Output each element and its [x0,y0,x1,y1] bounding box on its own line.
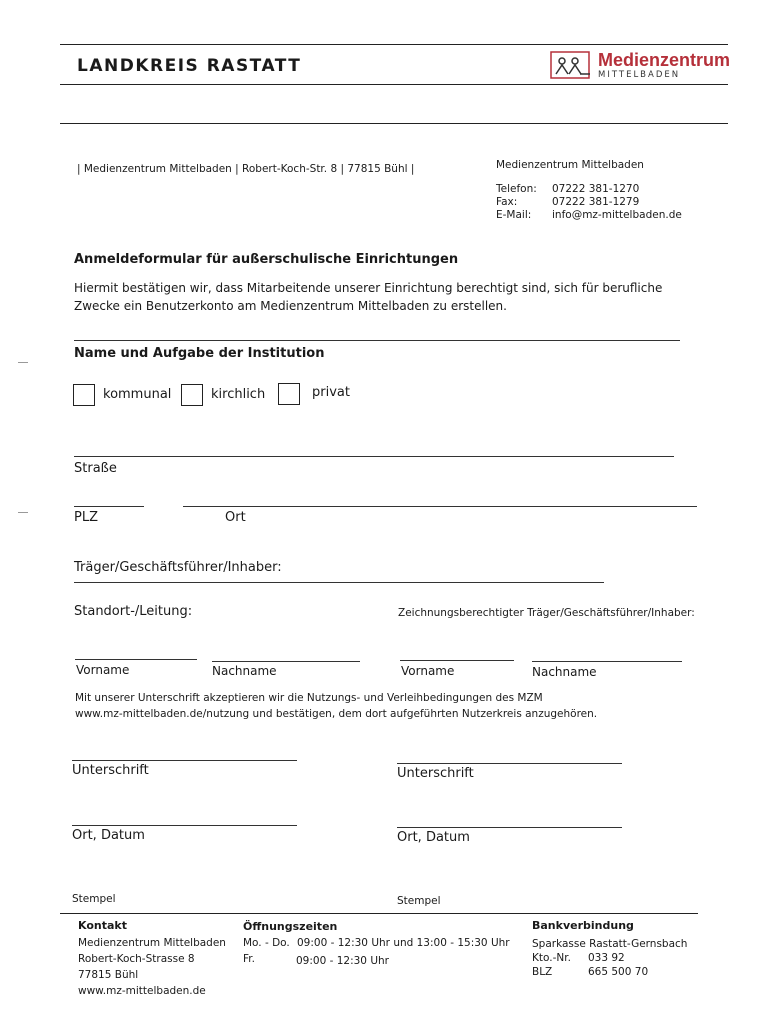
institution-name-field[interactable] [74,340,680,341]
contact-phone-value: 07222 381-1270 [552,183,640,195]
traeger-field[interactable] [74,582,604,583]
stamp-left-label: Stempel [72,893,116,905]
checkbox-kirchlich[interactable] [181,384,203,406]
footer-kontakt-line: Robert-Koch-Strasse 8 [78,953,195,965]
checkbox-privat[interactable] [278,383,300,405]
sender-address-line: | Medienzentrum Mittelbaden | Robert-Koch-Str. 8 | 77815 Bühl | [77,163,415,175]
margin-mark [18,512,28,513]
stamp-right-label: Stempel [397,895,441,907]
ort-label: Ort [225,510,246,525]
street-label: Straße [74,461,117,476]
place-date-left-label: Ort, Datum [72,828,145,843]
checkbox-privat-label: privat [312,385,350,400]
plz-label: PLZ [74,510,98,525]
standort-vorname-label: Vorname [76,663,130,677]
place-date-right-label: Ort, Datum [397,830,470,845]
footer-blz-value: 665 500 70 [588,966,649,978]
standort-nachname-label: Nachname [212,664,277,678]
traeger-label: Träger/Geschäftsführer/Inhaber: [74,560,282,575]
zeichnung-nachname-field[interactable] [532,661,682,662]
street-field[interactable] [74,456,674,457]
terms-line-2: www.mz-mittelbaden.de/nutzung und bestätigen, dem dort aufgeführten Nutzerkreis anzugehören. [75,708,598,720]
plz-field[interactable] [74,506,144,507]
contact-email-label: E-Mail: [496,209,532,221]
footer-kontakt-line: 77815 Bühl [78,969,139,981]
contact-fax-value: 07222 381-1279 [552,196,640,208]
checkbox-kommunal-label: kommunal [103,387,172,402]
contact-fax-label: Fax: [496,196,518,208]
footer-kto-value: 033 92 [588,952,625,964]
footer-hours-time-1: 09:00 - 12:30 Uhr und 13:00 - 15:30 Uhr [297,937,510,949]
footer-blz-label: BLZ [532,966,553,978]
signature-right-label: Unterschrift [397,766,474,781]
intro-line-1: Hiermit bestätigen wir, dass Mitarbeitende unserer Einrichtung berechtigt sind, sich für berufliche [74,281,663,295]
zeichnung-label: Zeichnungsberechtigter Träger/Geschäftsführer/Inhaber: [398,607,695,619]
footer-rule [60,913,698,914]
footer-bank-name: Sparkasse Rastatt-Gernsbach [532,938,688,950]
people-logo-icon [550,50,594,80]
zeichnung-nachname-label: Nachname [532,665,597,679]
signature-left-label: Unterschrift [72,763,149,778]
contact-phone-label: Telefon: [496,183,537,195]
terms-line-1: Mit unserer Unterschrift akzeptieren wir die Nutzungs- und Verleihbedingungen des MZM [75,692,543,704]
institution-heading: Name und Aufgabe der Institution [74,346,325,361]
footer-kontakt-heading: Kontakt [78,919,127,932]
signature-right-field[interactable] [397,763,622,764]
footer-website-link[interactable]: www.mz-mittelbaden.de [78,985,206,997]
ort-field[interactable] [183,506,697,507]
header-bottom-rule [60,84,728,85]
footer-hours-heading: Öffnungszeiten [243,920,338,933]
contact-email-value: info@mz-mittelbaden.de [552,209,682,221]
footer-hours-day-2: Fr. [243,953,255,965]
footer-kontakt-line: Medienzentrum Mittelbaden [78,937,226,949]
standort-nachname-field[interactable] [212,661,360,662]
header-second-rule [60,123,728,124]
signature-left-field[interactable] [72,760,297,761]
header-title: LANDKREIS RASTATT [77,56,302,76]
footer-bank-heading: Bankverbindung [532,919,634,932]
standort-label: Standort-/Leitung: [74,604,193,619]
margin-mark [18,362,28,363]
place-date-right-field[interactable] [397,827,622,828]
zeichnung-vorname-field[interactable] [400,660,514,661]
footer-hours-day-1: Mo. - Do. [243,937,290,949]
zeichnung-vorname-label: Vorname [401,664,455,678]
checkbox-kommunal[interactable] [73,384,95,406]
header-top-rule [60,44,728,45]
intro-line-2: Zwecke ein Benutzerkonto am Medienzentrum Mittelbaden zu erstellen. [74,299,507,313]
standort-vorname-field[interactable] [75,659,197,660]
checkbox-kirchlich-label: kirchlich [211,387,266,402]
footer-kto-label: Kto.-Nr. [532,952,571,964]
logo-name: Medienzentrum [598,50,731,70]
place-date-left-field[interactable] [72,825,297,826]
contact-org: Medienzentrum Mittelbaden [496,159,644,171]
footer-hours-time-2: 09:00 - 12:30 Uhr [296,955,389,967]
logo-subtitle: MITTELBADEN [598,70,681,80]
form-title: Anmeldeformular für außerschulische Einrichtungen [74,252,459,267]
